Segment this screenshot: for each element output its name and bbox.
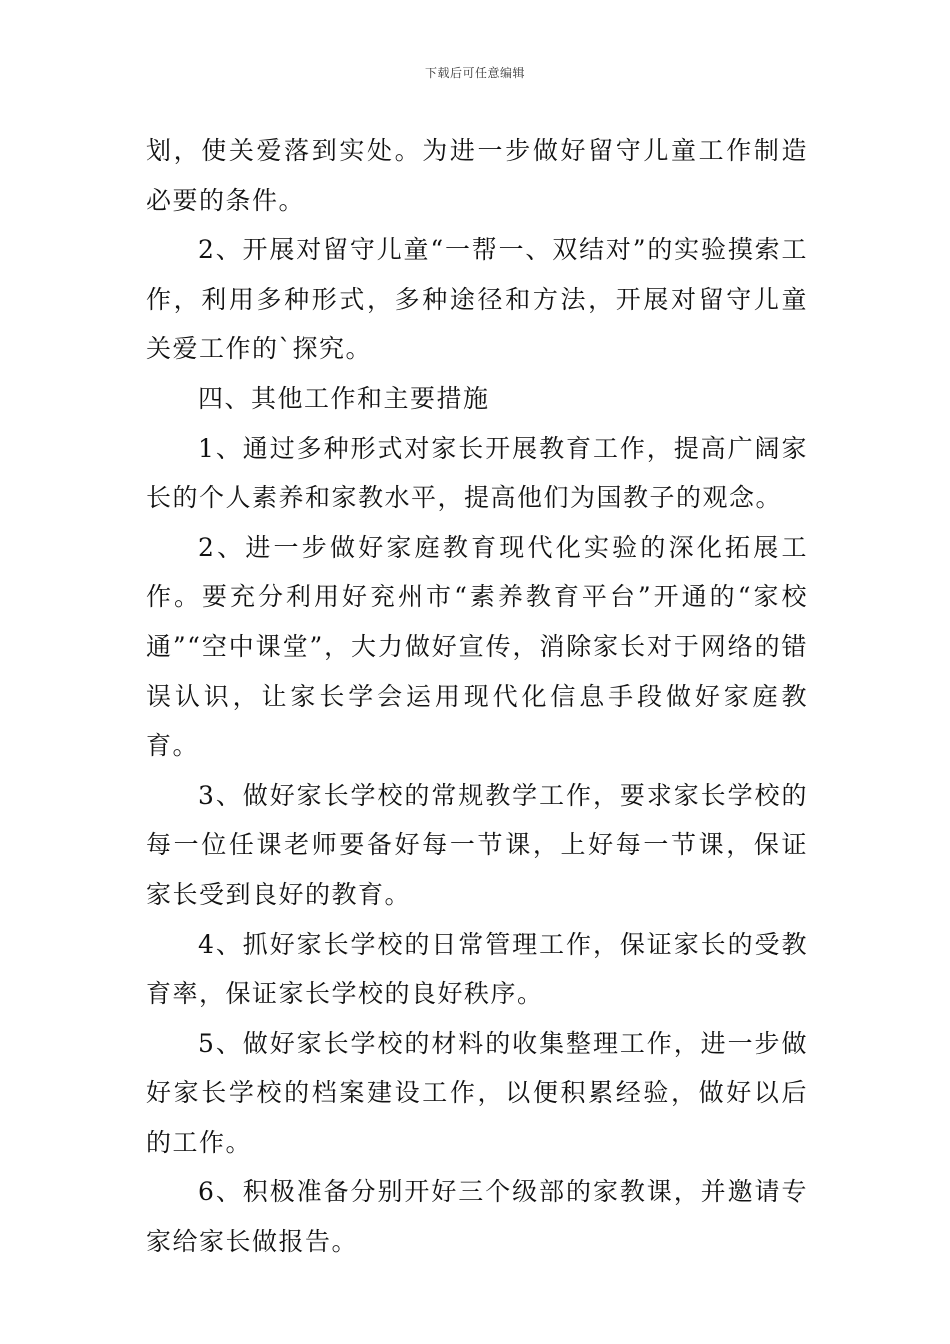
header-note: 下载后可任意编辑 bbox=[424, 66, 525, 80]
paragraph: 划，使关爱落到实处。为进一步做好留守儿童工作制造必要的条件。 bbox=[146, 136, 808, 215]
section-heading: 四、其他工作和主要措施 bbox=[198, 383, 490, 413]
paragraph: 2、进一步做好家庭教育现代化实验的深化拓展工作。要充分利用好兖州市“素养教育平台”开通的“家校通”“空中课堂”，大力做好宣传，消除家长对于网络的错误认识，让家长学会运用现代化信息手段做好家庭教育。 bbox=[146, 532, 808, 761]
paragraph: 2、开展对留守儿童“一帮一、双结对”的实验摸索工作，利用多种形式，多种途径和方法，开展对留守儿童关爱工作的`探究。 bbox=[146, 235, 808, 364]
paragraph: 1、通过多种形式对家长开展教育工作，提高广阔家长的个人素养和家教水平，提高他们为国教子的观念。 bbox=[146, 433, 808, 513]
paragraph: 6、积极准备分别开好三个级部的家教课，并邀请专家给家长做报告。 bbox=[146, 1177, 808, 1257]
document-body bbox=[146, 126, 808, 1267]
paragraph: 5、做好家长学校的材料的收集整理工作，进一步做好家长学校的档案建设工作，以便积累经验，做好以后的工作。 bbox=[146, 1028, 808, 1157]
paragraph: 4、抓好家长学校的日常管理工作，保证家长的受教育率，保证家长学校的良好秩序。 bbox=[146, 929, 808, 1009]
paragraph: 3、做好家长学校的常规教学工作，要求家长学校的每一位任课老师要备好每一节课，上好每一节课，保证家长受到良好的教育。 bbox=[146, 780, 808, 909]
